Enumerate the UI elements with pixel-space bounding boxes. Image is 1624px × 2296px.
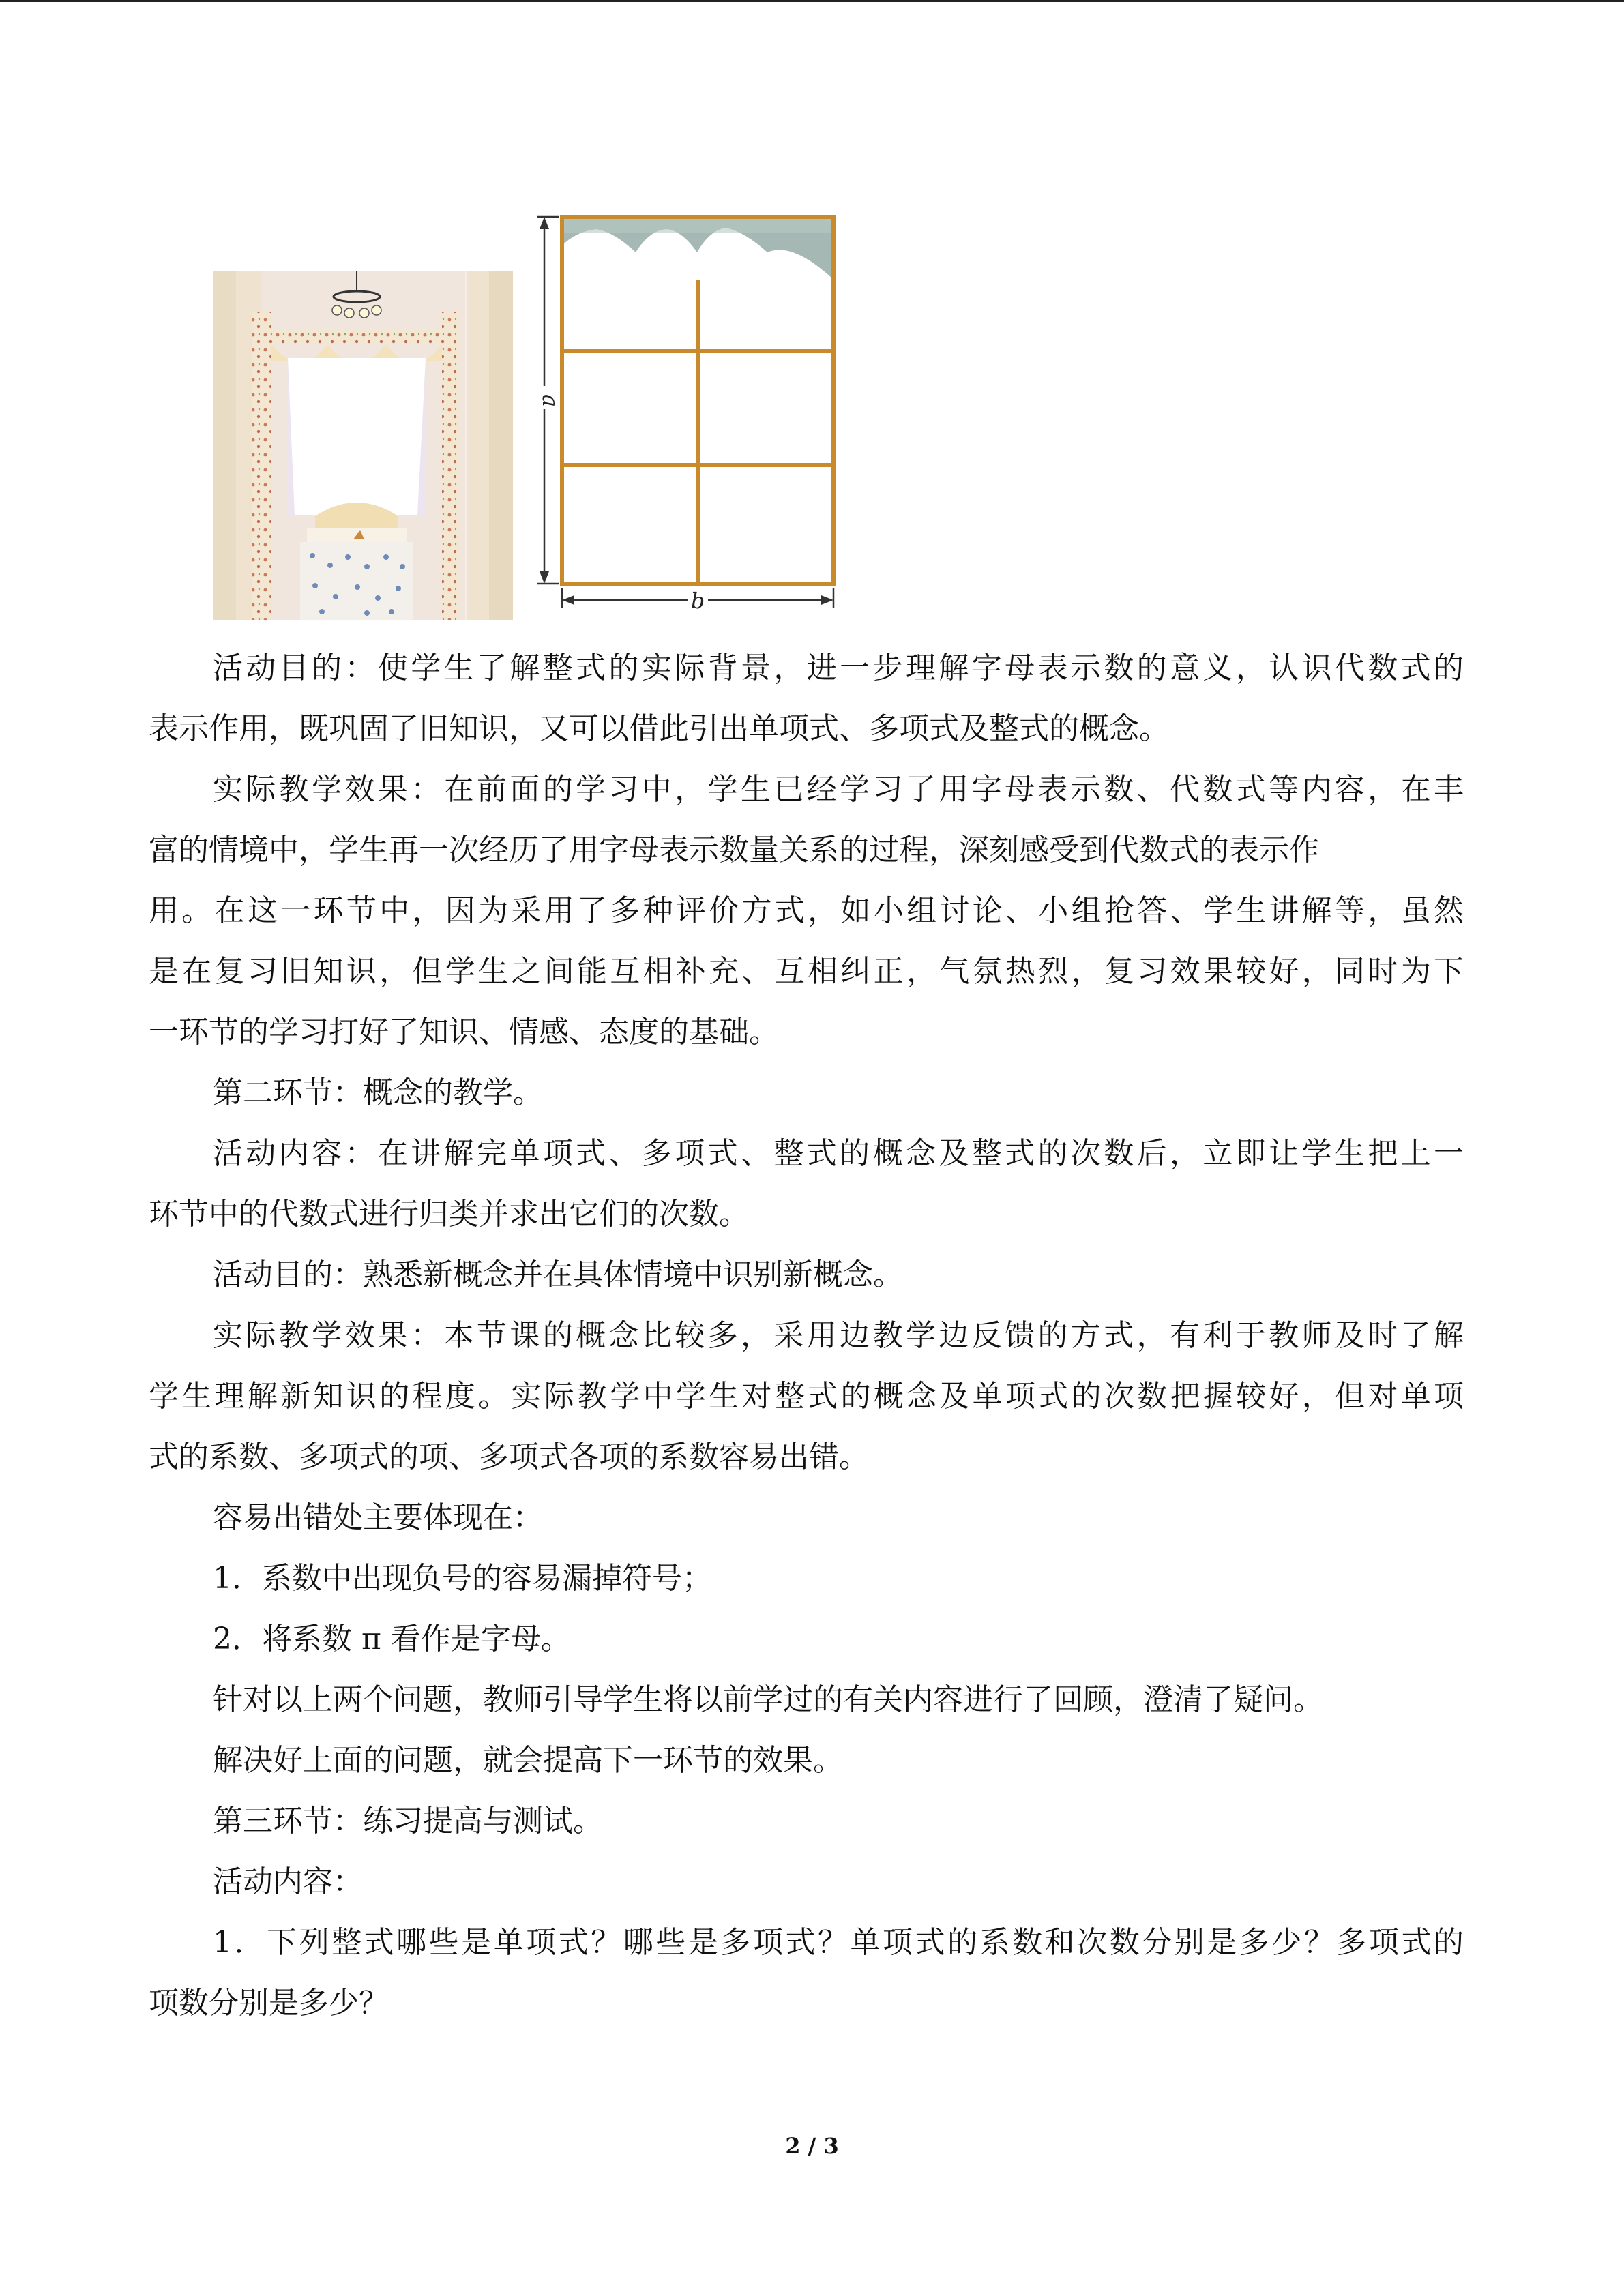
paragraph-line: 项数分别是多少？ <box>149 1986 389 2021</box>
window-frame-diagram <box>533 205 847 621</box>
page-top-border <box>0 0 1624 2</box>
bedroom-photo <box>213 271 513 620</box>
list-item: 1．下列整式哪些是单项式？哪些是多项式？单项式的系数和次数分别是多少？多项式的 <box>213 1925 1464 1960</box>
list-item: 2．将系数 π 看作是字母。 <box>213 1622 571 1656</box>
section-heading: 第二环节：概念的教学。 <box>213 1075 543 1110</box>
paragraph-line: 一环节的学习打好了知识、情感、态度的基础。 <box>149 1015 779 1049</box>
figure <box>213 205 840 627</box>
label-b: b <box>690 588 705 614</box>
paragraph-line: 式的系数、多项式的项、多项式各项的系数容易出错。 <box>149 1440 869 1474</box>
body-text <box>149 638 1464 2033</box>
paragraph-line: 活动目的：熟悉新概念并在具体情境中识别新概念。 <box>213 1257 903 1292</box>
paragraph-line: 活动内容：在讲解完单项式、多项式、整式的概念及整式的次数后，立即让学生把上一 <box>213 1136 1464 1171</box>
paragraph-line: 容易出错处主要体现在： <box>213 1500 543 1535</box>
paragraph-line: 环节中的代数式进行归类并求出它们的次数。 <box>149 1197 749 1232</box>
paragraph-line: 表示作用，既巩固了旧知识，又可以借此引出单项式、多项式及整式的概念。 <box>149 711 1169 746</box>
paragraph-line: 活动内容： <box>213 1864 363 1899</box>
section-heading: 第三环节：练习提高与测试。 <box>213 1804 603 1838</box>
paragraph-line: 富的情境中，学生再一次经历了用字母表示数量关系的过程，深刻感受到代数式的表示作 <box>149 833 1319 867</box>
paragraph-line: 解决好上面的问题，就会提高下一环节的效果。 <box>213 1743 843 1778</box>
window-frame <box>562 217 833 584</box>
paragraph-line: 学生理解新知识的程度。实际教学中学生对整式的概念及单项式的次数把握较好，但对单项 <box>149 1379 1464 1414</box>
paragraph-line: 实际教学效果：本节课的概念比较多，采用边教学边反馈的方式，有利于教师及时了解 <box>213 1318 1464 1353</box>
paragraph-line: 实际教学效果：在前面的学习中，学生已经学习了用字母表示数、代数式等内容，在丰 <box>213 772 1464 807</box>
paragraph-line: 针对以上两个问题，教师引导学生将以前学过的有关内容进行了回顾，澄清了疑问。 <box>213 1682 1323 1717</box>
list-item: 1．系数中出现负号的容易漏掉符号； <box>213 1561 712 1596</box>
page-number: 2 / 3 <box>785 2133 839 2159</box>
paragraph-line: 用。在这一环节中，因为采用了多种评价方式，如小组讨论、小组抢答、学生讲解等，虽然 <box>149 893 1464 928</box>
paragraph-line: 活动目的：使学生了解整式的实际背景，进一步理解字母表示数的意义，认识代数式的 <box>213 651 1464 685</box>
label-a: a <box>537 394 563 408</box>
paragraph-line: 是在复习旧知识，但学生之间能互相补充、互相纠正，气氛热烈，复习效果较好，同时为下 <box>149 954 1464 989</box>
